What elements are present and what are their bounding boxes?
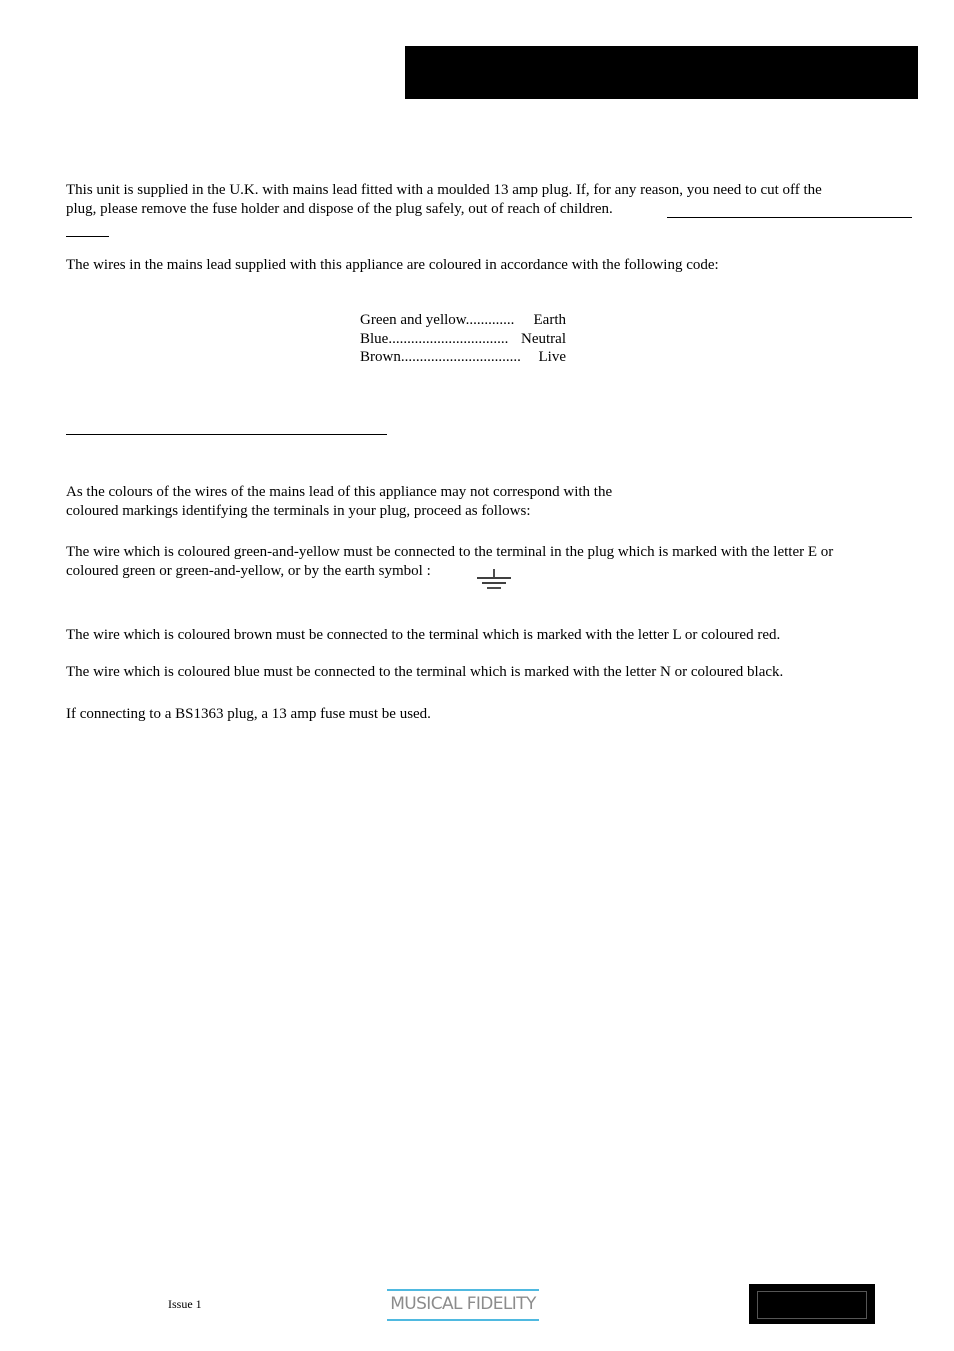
page-number-inner [757,1291,867,1319]
earth-symbol-icon [476,568,512,592]
logo-bottom-line [387,1319,539,1321]
fuse-rule: If connecting to a BS1363 plug, a 13 amp fuse must be used. [66,706,431,722]
musical-fidelity-logo [387,1289,539,1321]
colour-name: Green and yellow [360,312,466,328]
colour-dots: ............. [465,312,515,328]
page-number-box [749,1284,875,1324]
blue-rule: The wire which is coloured blue must be connected to the terminal which is marked with the letter N or coloured black. [66,664,784,680]
colour-dots: ................................ [388,330,509,347]
intro-line-1: This unit is supplied in the U.K. with mains lead fitted with a moulded 13 amp plug. If, for any reason, you need to cut off the [66,182,822,198]
colour-code-row [360,311,566,330]
colour-function: Live [538,349,566,365]
logo-top-line [387,1289,539,1291]
issue-label: Issue 1 [168,1297,202,1311]
logo-text: MUSICAL FIDELITY [390,1294,536,1314]
colour-name: Brown [360,349,401,365]
intro-paragraph [66,181,912,219]
earth-rule-line-1: The wire which is coloured green-and-yellow must be connected to the terminal in the plug which is marked with the letter E or [66,544,834,560]
colour-name: Blue [360,330,389,347]
colour-code-row [360,348,566,367]
brown-rule: The wire which is coloured brown must be connected to the terminal which is marked with the letter L or coloured red. [66,627,781,643]
intro-line-2: plug, please remove the fuse holder and dispose of the plug safely, out of reach of children. [66,201,613,217]
earth-rule-line-2: coloured green or green-and-yellow, or by the earth symbol : [66,563,431,579]
caution-line-2: coloured markings identifying the terminals in your plug, proceed as follows: [66,503,531,519]
caution-paragraph [66,483,912,521]
colour-code-row [360,330,566,349]
colour-function: Neutral [521,330,566,347]
caution-line-1: As the colours of the wires of the mains lead of this appliance may not correspond with the [66,484,613,500]
wires-intro: The wires in the mains lead supplied with this appliance are coloured in accordance with the following code: [66,257,719,273]
colour-code-list [360,311,566,367]
header-bar [405,46,918,99]
underline-rule-2 [66,236,109,237]
underline-rule-1 [667,217,912,218]
colour-dots: ................................ [400,349,521,365]
colour-function: Earth [533,312,566,328]
section-rule [66,434,387,435]
